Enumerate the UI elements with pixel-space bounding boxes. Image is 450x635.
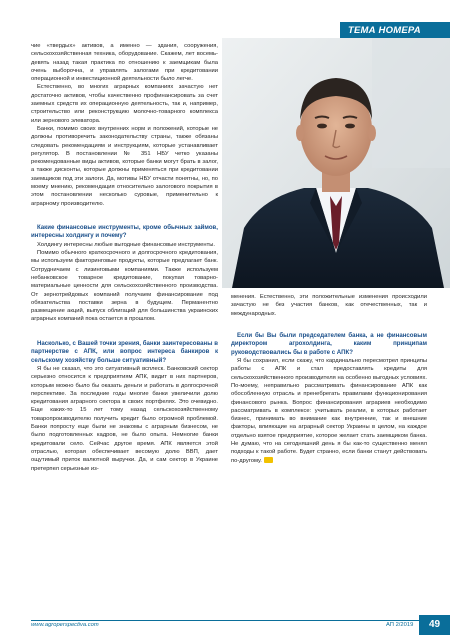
footer-website-link[interactable]: www.agroperspectiva.com — [31, 622, 99, 628]
left-paragraph-3: Банки, помимо своих внутренних норм и положений, которые не должны противоречить законодательству страны, также обязаны следовать рекомендациям и инструкциям, которые устанавливает регулятор. В постановлении № 351 НБУ четко указаны рекомендованные виды активов, которые банки могут брать в залог, а также дисконты, которые должны применяться при кредитовании заемщиков под эти залоги. Да, мотивы НБУ отчасти понятны, но, по моему мнению, рекомендация относительно залогового покрытия в этом постановлении несколько суровые, применительно к аграрному производителю. — [31, 125, 218, 207]
question-1: Какие финансовые инструменты, кроме обычных займов, интересны холдингу и почему? — [31, 223, 218, 240]
page-number: 49 — [419, 615, 450, 635]
end-of-article-icon — [264, 457, 273, 463]
left-paragraph-4: Холдингу интересны любые выгодные финансовые инструменты. — [37, 241, 215, 248]
question-3: Если бы Вы были председателем банка, а не финансовым директором агрохолдинга, каким принципам руководствовались бы в работе с АПК? — [231, 331, 427, 356]
left-paragraph-6: Я бы не сказал, что это ситуативный всплеск. Банковский сектор серьезно относится к предприятиям АПК, видит в них партнеров, которым можно было бы оказать деньги и работать в долгосрочной перспективе. За последние годы многие банки увеличили долю кредитования аграрного сектора в своих портфелях. Это очевидно. Еще каких-то 15 лет тому назад сельскохозяйственному товаропроизводителю получить кредит было огромной проблемой. Банки попросту еще были не знакомы с аграрным бизнесом, не было подготовленных кадров, не было опыта. Немногие банки кредитовали село. Сейчас другое время. АПК является этой отраслью, которая обеспечивает весомую долю ВВП, дает ощутимый приток валютной выручки. Да, и сам сектор в Украине претерпел серьезные из- — [31, 365, 218, 472]
portrait-photo — [222, 38, 450, 288]
right-paragraph-2-text: Я бы сохранил, если скажу, что кардинально пересмотрел принципы работы с АПК и стал предоставлять кредиты для сельскохозяйственного производителя на особенно выгодных условиях. По-моему, неправильно рассматривать финансирование АПК как обособленную отрасль и пренебрегать правилами функционирования финансового рынка. Вопрос финансирования аграриев необходимо рассматривать в комплексе: учитывать реалии, в которых работает бизнес, принимать во внимание как внутренние, так и внешние факторы, влияющие на аграрный сектор Украины в целом, на каждое отдельно взятое предприятие, которое желает стать заемщиком банка. Не думаю, что на сегодняшний день я бы как-то существенно менял подходы к такой работе. Будет странно, если банки станут действовать по-другому. — [231, 358, 427, 464]
portrait-illustration — [222, 38, 450, 288]
right-paragraph-2 — [231, 357, 427, 465]
right-paragraph-1: менения. Естественно, эти положительные изменения происходили зачастую не без участия банков, как отечественных, так и международных. — [231, 294, 427, 317]
question-2: Насколько, с Вашей точки зрения, банки заинтересованы в партнерстве с АПК, или вопрос интереса банкиров к сельскому хозяйству больше ситуативный? — [31, 339, 218, 364]
footer-rule — [31, 620, 427, 621]
footer-issue-number: АП 2/2019 — [386, 622, 414, 628]
right-column — [231, 293, 427, 465]
left-paragraph-5: Помимо обычного краткосрочного и долгосрочного кредитования, мы используем факторинговые продукты, которые предлагает банк. Сотрудничаем с лизинговыми компаниями. Также используем небанковское товарное кредитование, покупая товарно-материальные ценности для сельскохозяйственного производства. От зернотрейдовых компаний получаем финансирование под обязательства поставки зерна в будущем. Перманентно размещение акций, выпуск облигаций для большинства украинских аграрных компаний пока остается в прошлом. — [31, 250, 218, 323]
left-paragraph-1: чие «твердых» активов, а именно — здания, сооружения, сельскохозяйственная техника, оборудование. Скажем, лет восемь-девять назад такая практика по отношению к заемщикам была очень выборочна, и управлять залогами при кредитовании операционной и инвестиционной деятельности было легче. — [31, 43, 218, 83]
left-paragraph-2: Естественно, во многих аграрных компаниях зачастую нет достаточно активов, чтобы качественно профинансировать за счет заемных средств их операционную деятельность, так и, например, строительство или реконструкцию молочно-товарного комплекса или зернового элеватора. — [31, 84, 218, 124]
left-column — [31, 42, 218, 473]
section-label: ТЕМА НОМЕРА — [340, 22, 450, 39]
